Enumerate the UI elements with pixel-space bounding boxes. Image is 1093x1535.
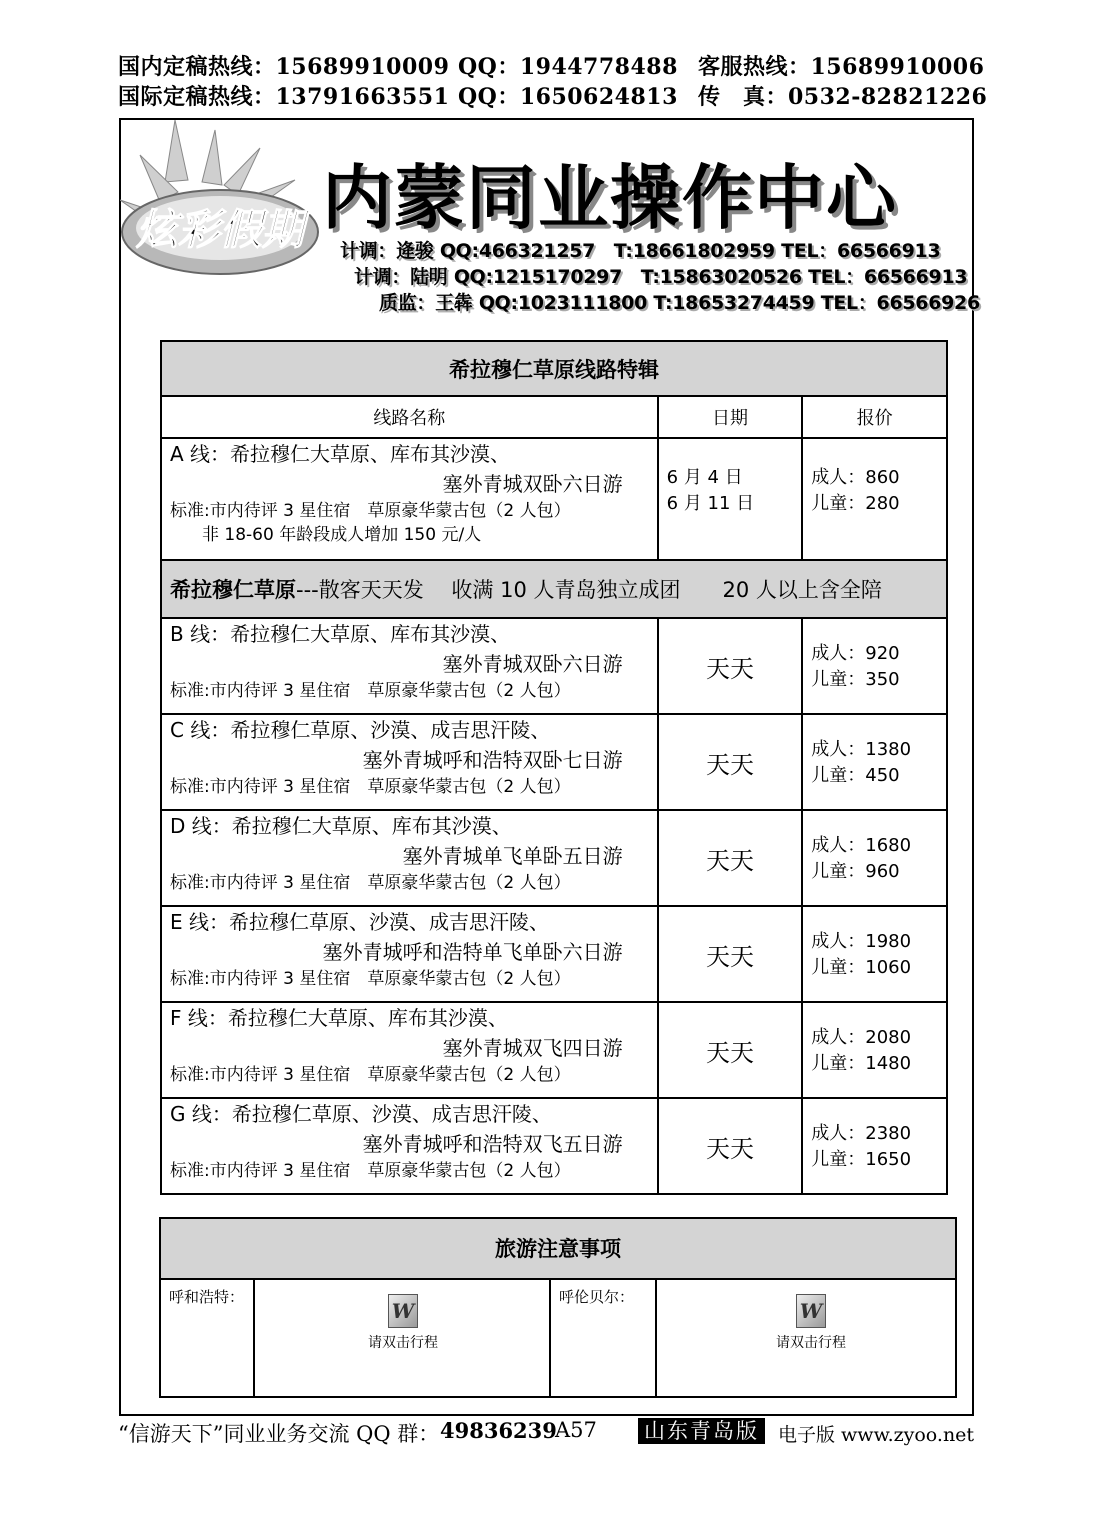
header-date: 日期 bbox=[658, 396, 803, 438]
route-date: 天天 bbox=[658, 810, 803, 906]
route-adult-price: 成人：1980 bbox=[811, 931, 912, 952]
route-adult-price: 成人：1680 bbox=[811, 835, 912, 856]
daily-departure-band bbox=[161, 560, 947, 618]
route-line1: F 线：希拉穆仁大草原、库布其沙漠、 bbox=[170, 1006, 508, 1030]
city1-doc-label: 请双击行程 bbox=[368, 1335, 438, 1351]
route-a-date-1: 6 月 4 日 bbox=[666, 467, 743, 488]
route-standard: 标准:市内待评 3 星住宿 草原豪华蒙古包（2 人包） bbox=[170, 681, 571, 701]
route-standard: 标准:市内待评 3 星住宿 草原豪华蒙古包（2 人包） bbox=[170, 1161, 571, 1181]
service-hotline: 客服热线：15689910006 bbox=[698, 54, 985, 80]
route-line2: 塞外青城双卧六日游 bbox=[442, 652, 623, 676]
route-adult-price: 成人：1380 bbox=[811, 739, 912, 760]
route-date: 天天 bbox=[658, 1002, 803, 1098]
table-row bbox=[161, 714, 947, 810]
table-row bbox=[161, 1098, 947, 1194]
daily-departure-note bbox=[161, 560, 947, 618]
route-child-price: 儿童：450 bbox=[811, 765, 900, 786]
route-price bbox=[802, 714, 947, 810]
footer-site: 电子版 www.zyoo.net bbox=[778, 1424, 975, 1446]
table-header-row bbox=[161, 396, 947, 438]
domestic-qq: QQ：1944778488 bbox=[458, 54, 678, 80]
intl-hotline: 国际定稿热线：13791663551 bbox=[118, 84, 450, 110]
route-a-child-price: 儿童：280 bbox=[811, 493, 900, 514]
route-price bbox=[802, 1098, 947, 1194]
route-line2: 塞外青城呼和浩特单飞单卧六日游 bbox=[322, 940, 623, 964]
fax-number: 传 真：0532-82821226 bbox=[698, 84, 988, 110]
route-standard: 标准:市内待评 3 星住宿 草原豪华蒙古包（2 人包） bbox=[170, 969, 571, 989]
route-name bbox=[161, 810, 658, 906]
route-a-standard: 标准:市内待评 3 星住宿 草原豪华蒙古包（2 人包） bbox=[170, 501, 571, 521]
route-a-price bbox=[802, 438, 947, 560]
table-title: 希拉穆仁草原线路特辑 bbox=[161, 341, 947, 396]
route-price bbox=[802, 906, 947, 1002]
route-line1: C 线：希拉穆仁草原、沙漠、成吉思汗陵、 bbox=[170, 718, 551, 742]
travel-notes bbox=[159, 1217, 957, 1398]
route-line1: E 线：希拉穆仁草原、沙漠、成吉思汗陵、 bbox=[170, 910, 549, 934]
route-name bbox=[161, 1002, 658, 1098]
route-a-date-2: 6 月 11 日 bbox=[666, 493, 755, 514]
table-row bbox=[161, 618, 947, 714]
page-title: 内蒙同业操作中心 bbox=[322, 157, 898, 239]
route-date: 天天 bbox=[658, 1098, 803, 1194]
route-standard: 标准:市内待评 3 星住宿 草原豪华蒙古包（2 人包） bbox=[170, 777, 571, 797]
route-date: 天天 bbox=[658, 906, 803, 1002]
route-child-price: 儿童：1480 bbox=[811, 1053, 912, 1074]
route-standard: 标准:市内待评 3 星住宿 草原豪华蒙古包（2 人包） bbox=[170, 1065, 571, 1085]
notes-city1-doc-cell bbox=[255, 1280, 551, 1396]
route-line1: D 线：希拉穆仁大草原、库布其沙漠、 bbox=[170, 814, 512, 838]
city2-itinerary-doc[interactable] bbox=[751, 1294, 871, 1352]
route-date: 天天 bbox=[658, 618, 803, 714]
staff-line-3: 质监：王犇 QQ:1023111800 T:18653274459 TEL：66566926 bbox=[379, 292, 980, 314]
route-adult-price: 成人：2380 bbox=[811, 1123, 912, 1144]
intl-qq: QQ：1650624813 bbox=[458, 84, 678, 110]
staff-line-1: 计调：逄骏 QQ:466321257 T:18661802959 TEL：66566913 bbox=[340, 240, 941, 262]
footer-page-number: A57 bbox=[555, 1418, 597, 1442]
route-line1: B 线：希拉穆仁大草原、库布其沙漠、 bbox=[170, 622, 511, 646]
route-name bbox=[161, 714, 658, 810]
route-line2: 塞外青城呼和浩特双飞五日游 bbox=[362, 1132, 623, 1156]
route-standard: 标准:市内待评 3 星住宿 草原豪华蒙古包（2 人包） bbox=[170, 873, 571, 893]
route-price bbox=[802, 810, 947, 906]
route-a-name bbox=[161, 438, 658, 560]
route-rows bbox=[161, 618, 947, 1194]
notes-city2-label-cell bbox=[551, 1280, 657, 1396]
route-price bbox=[802, 618, 947, 714]
notes-city1-label: 呼和浩特： bbox=[169, 1288, 245, 1306]
route-a-surcharge: 非 18-60 年龄段成人增加 150 元/人 bbox=[202, 525, 482, 545]
route-a-dates bbox=[658, 438, 803, 560]
edition-badge: 山东青岛版 bbox=[638, 1418, 765, 1444]
word-doc-icon[interactable]: W bbox=[796, 1294, 826, 1328]
route-line2: 塞外青城单飞单卧五日游 bbox=[402, 844, 623, 868]
table-row bbox=[161, 1002, 947, 1098]
footer-group-number: 49836239 bbox=[440, 1418, 557, 1443]
sun-logo-icon bbox=[120, 120, 320, 285]
band-bold-text: 希拉穆仁草原 bbox=[170, 578, 296, 602]
header-route-name: 线路名称 bbox=[161, 396, 658, 438]
route-child-price: 儿童：350 bbox=[811, 669, 900, 690]
band-rest-text: ---散客天天发 收满 10 人青岛独立成团 20 人以上含全陪 bbox=[296, 578, 882, 602]
route-line2: 塞外青城双飞四日游 bbox=[442, 1036, 623, 1060]
word-doc-icon[interactable]: W bbox=[388, 1294, 418, 1328]
city1-itinerary-doc[interactable] bbox=[343, 1294, 463, 1352]
route-line1: G 线：希拉穆仁草原、沙漠、成吉思汗陵、 bbox=[170, 1102, 552, 1126]
notes-city2-label: 呼伦贝尔： bbox=[559, 1288, 635, 1306]
city2-doc-label: 请双击行程 bbox=[776, 1335, 846, 1351]
footer-group: “信游天下”同业业务交流 QQ 群： bbox=[118, 1422, 440, 1446]
staff-line-2: 计调：陆明 QQ:1215170297 T:15863020526 TEL：66566913 bbox=[354, 266, 968, 288]
route-child-price: 儿童：960 bbox=[811, 861, 900, 882]
route-adult-price: 成人：2080 bbox=[811, 1027, 912, 1048]
route-adult-price: 成人：920 bbox=[811, 643, 900, 664]
route-line2: 塞外青城呼和浩特双卧七日游 bbox=[362, 748, 623, 772]
table-row bbox=[161, 906, 947, 1002]
route-a-line1: A 线：希拉穆仁大草原、库布其沙漠、 bbox=[170, 442, 511, 466]
notes-city1-label-cell bbox=[161, 1280, 255, 1396]
table-row-route-a bbox=[161, 438, 947, 560]
route-child-price: 儿童：1650 bbox=[811, 1149, 912, 1170]
route-date: 天天 bbox=[658, 714, 803, 810]
route-name bbox=[161, 618, 658, 714]
route-child-price: 儿童：1060 bbox=[811, 957, 912, 978]
route-price bbox=[802, 1002, 947, 1098]
route-name bbox=[161, 906, 658, 1002]
header-price: 报价 bbox=[802, 396, 947, 438]
route-name bbox=[161, 1098, 658, 1194]
route-a-line2: 塞外青城双卧六日游 bbox=[442, 472, 623, 496]
logo-text: 炫彩假期 bbox=[135, 205, 305, 254]
routes-table bbox=[160, 340, 948, 1195]
route-a-adult-price: 成人：860 bbox=[811, 467, 900, 488]
notes-title: 旅游注意事项 bbox=[161, 1219, 955, 1280]
table-row bbox=[161, 810, 947, 906]
domestic-hotline: 国内定稿热线：15689910009 bbox=[118, 54, 450, 80]
